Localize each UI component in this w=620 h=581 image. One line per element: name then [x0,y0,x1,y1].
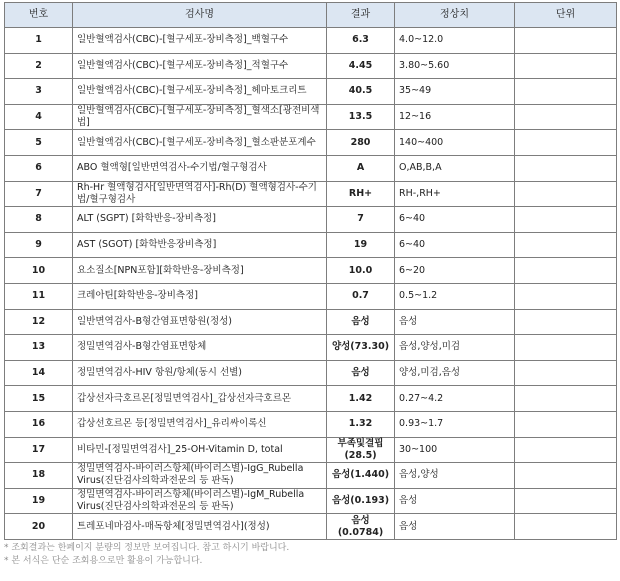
reference-range: 0.5~1.2 [395,283,515,309]
row-number: 10 [5,258,73,284]
test-result: RH+ [327,181,395,207]
row-number: 16 [5,411,73,437]
table-row [5,514,617,540]
test-name: ALT (SGPT) [화학반응-장비측정] [73,207,327,233]
test-result: 13.5 [327,104,395,130]
row-number: 14 [5,360,73,386]
test-name: 크레아틴[화학반응-장비측정] [73,283,327,309]
reference-range: RH-,RH+ [395,181,515,207]
row-number: 12 [5,309,73,335]
table-row [5,463,617,489]
test-result: 음성 [327,309,395,335]
reference-range: 음성,양성 [395,463,515,489]
test-result: 6.3 [327,28,395,54]
table-row [5,283,617,309]
row-number: 5 [5,130,73,156]
reference-range: 35~49 [395,79,515,105]
reference-range: 음성 [395,309,515,335]
table-row [5,104,617,130]
unit [515,28,617,54]
row-number: 8 [5,207,73,233]
reference-range: 6~40 [395,207,515,233]
table-row [5,437,617,463]
reference-range: 12~16 [395,104,515,130]
test-result: 40.5 [327,79,395,105]
table-row [5,130,617,156]
test-result: 10.0 [327,258,395,284]
unit [515,283,617,309]
test-result: 1.42 [327,386,395,412]
test-result: 음성(0.193) [327,488,395,514]
reference-range: 30~100 [395,437,515,463]
test-result: 19 [327,232,395,258]
test-name: 갑상선자극호르몬[정밀면역검사]_갑상선자극호르몬 [73,386,327,412]
unit [515,488,617,514]
test-name: 정밀면역검사-바이러스항체(바이러스별)-IgG_Rubella Virus(진단검사의학과전문의 등 판독) [73,463,327,489]
test-name: 일반혈액검사(CBC)-[혈구세포-장비측정]_백혈구수 [73,28,327,54]
table-row [5,232,617,258]
reference-range: 3.80~5.60 [395,53,515,79]
header-unit: 단위 [515,3,617,28]
test-name: 비타민-[정밀면역검사]_25-OH-Vitamin D, total [73,437,327,463]
table-row [5,53,617,79]
table-row [5,309,617,335]
reference-range: 음성 [395,514,515,540]
table-row [5,79,617,105]
unit [515,232,617,258]
test-name: 일반혈액검사(CBC)-[혈구세포-장비측정]_혈색소[광전비색법] [73,104,327,130]
table-body [5,28,617,540]
lab-results-table [4,2,617,540]
unit [515,258,617,284]
reference-range: 6~20 [395,258,515,284]
footnote: * 조회결과는 한페이지 분량의 정보만 보여집니다. 참고 하시기 바랍니다. [4,542,290,553]
table-row [5,181,617,207]
test-name: Rh-Hr 혈액형검사[일반면역검사]-Rh(D) 혈액형검사-수기법/혈구형검사 [73,181,327,207]
row-number: 1 [5,28,73,54]
header-result: 결과 [327,3,395,28]
reference-range: 0.27~4.2 [395,386,515,412]
unit [515,514,617,540]
unit [515,411,617,437]
row-number: 4 [5,104,73,130]
table-row [5,155,617,181]
header-test-name: 검사명 [73,3,327,28]
reference-range: 6~40 [395,232,515,258]
row-number: 20 [5,514,73,540]
row-number: 7 [5,181,73,207]
reference-range: 음성,양성,미검 [395,335,515,361]
row-number: 2 [5,53,73,79]
test-result: 부족및결핍(28.5) [327,437,395,463]
reference-range: 140~400 [395,130,515,156]
unit [515,53,617,79]
unit [515,360,617,386]
table-row [5,360,617,386]
reference-range: 0.93~1.7 [395,411,515,437]
test-name: AST (SGOT) [화학반응장비측정] [73,232,327,258]
table-header-row [5,3,617,28]
test-name: 일반혈액검사(CBC)-[혈구세포-장비측정]_헤마토크리트 [73,79,327,105]
test-name: 정밀면역검사-HIV 항원/항체(동시 선별) [73,360,327,386]
table-row [5,411,617,437]
table-row [5,488,617,514]
test-result: 음성(1.440) [327,463,395,489]
footnotes [4,542,616,568]
test-name: 정밀면역검사-바이러스항체(바이러스별)-IgM_Rubella Virus(진단검사의학과전문의 등 판독) [73,488,327,514]
reference-range: O,AB,B,A [395,155,515,181]
table-row [5,335,617,361]
unit [515,130,617,156]
header-reference-range: 정상치 [395,3,515,28]
row-number: 15 [5,386,73,412]
unit [515,155,617,181]
unit [515,463,617,489]
row-number: 18 [5,463,73,489]
table-row [5,386,617,412]
test-name: 트레포네마검사-매독항체[정밀면역검사](정성) [73,514,327,540]
lab-results-document [4,2,616,568]
reference-range: 양성,미검,음성 [395,360,515,386]
row-number: 6 [5,155,73,181]
unit [515,437,617,463]
test-result: 280 [327,130,395,156]
test-name: 갑상선호르몬 등[정밀면역검사]_유리싸이록신 [73,411,327,437]
test-name: ABO 혈액형[일반면역검사-수기법/혈구형검사 [73,155,327,181]
test-name: 일반면역검사-B형간염표면항원(정성) [73,309,327,335]
unit [515,79,617,105]
reference-range: 4.0~12.0 [395,28,515,54]
unit [515,335,617,361]
test-result: 1.32 [327,411,395,437]
table-row [5,28,617,54]
reference-range: 음성 [395,488,515,514]
row-number: 19 [5,488,73,514]
test-name: 요소질소[NPN포함][화학반응-장비측정] [73,258,327,284]
test-result: 양성(73.30) [327,335,395,361]
row-number: 3 [5,79,73,105]
footnote: * 본 서식은 단순 조회용으로만 활용이 가능합니다. [4,555,203,566]
test-result: 0.7 [327,283,395,309]
row-number: 17 [5,437,73,463]
unit [515,181,617,207]
unit [515,309,617,335]
row-number: 11 [5,283,73,309]
header-no: 번호 [5,3,73,28]
row-number: 13 [5,335,73,361]
test-name: 정밀면역검사-B형간염표면항체 [73,335,327,361]
test-result: 7 [327,207,395,233]
test-name: 일반혈액검사(CBC)-[혈구세포-장비측정]_적혈구수 [73,53,327,79]
unit [515,386,617,412]
test-name: 일반혈액검사(CBC)-[혈구세포-장비측정]_혈소판분포계수 [73,130,327,156]
test-result: 음성 [327,360,395,386]
test-result: 음성(0.0784) [327,514,395,540]
table-row [5,207,617,233]
unit [515,207,617,233]
row-number: 9 [5,232,73,258]
test-result: A [327,155,395,181]
test-result: 4.45 [327,53,395,79]
unit [515,104,617,130]
table-row [5,258,617,284]
